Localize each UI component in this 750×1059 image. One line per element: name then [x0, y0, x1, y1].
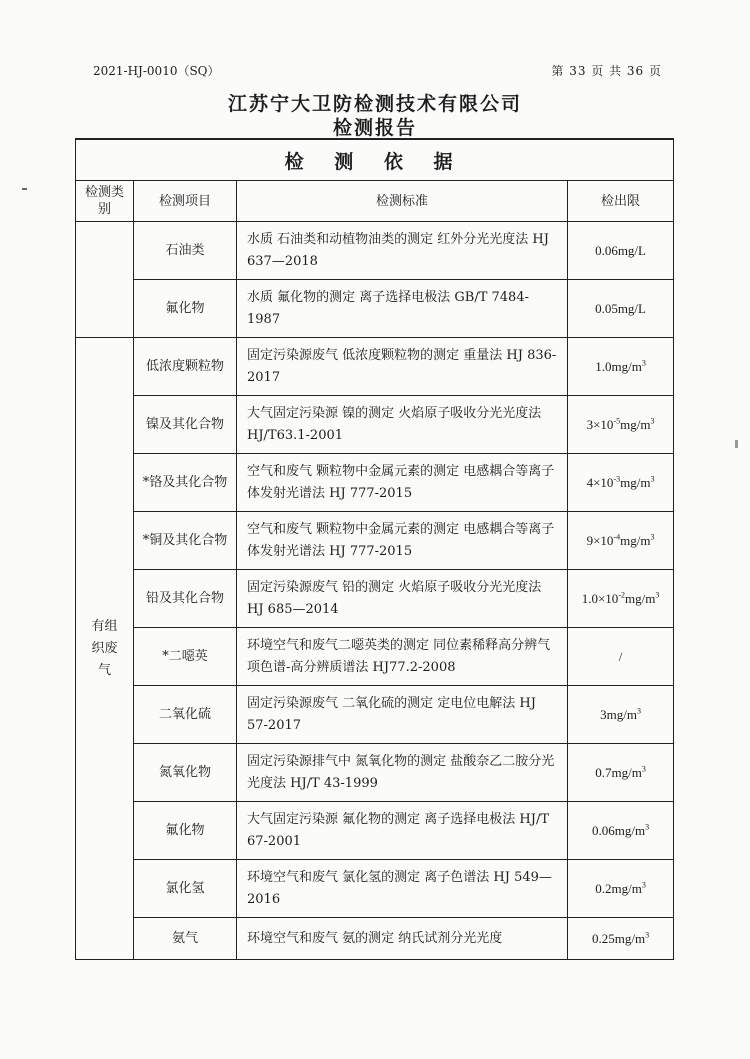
page-info: 第 33 页 共 36 页 [551, 64, 662, 78]
category-cell: 有组织废气 [76, 338, 134, 960]
item-cell: 镍及其化合物 [134, 396, 237, 454]
limit-cell: $0.06mg/m^3$ [568, 802, 674, 860]
standard-cell: 环境空气和废气 氨的测定 纳氏试剂分光光度 [237, 918, 568, 960]
limit-cell: 0.06mg/L [568, 222, 674, 280]
standard-cell: 固定污染源废气 低浓度颗粒物的测定 重量法 HJ 836-2017 [237, 338, 568, 396]
item-cell: *二噁英 [134, 628, 237, 686]
table-row [76, 338, 674, 396]
item-cell: *铜及其化合物 [134, 512, 237, 570]
item-cell: 氟化物 [134, 280, 237, 338]
item-cell: 氮氧化物 [134, 744, 237, 802]
scan-mark [22, 188, 27, 190]
category-cell-empty [76, 222, 134, 338]
limit-cell: 0.05mg/L [568, 280, 674, 338]
report-title: 检测报告 [332, 117, 417, 139]
table-row [76, 454, 674, 512]
document-number: 2021-HJ-0010（SQ） [93, 64, 220, 78]
standard-cell: 环境空气和废气 氯化氢的测定 离子色谱法 HJ 549—2016 [237, 860, 568, 918]
limit-cell: $9\times 10^{-4}mg/m^3$ [568, 512, 674, 570]
table-row [76, 628, 674, 686]
standard-cell: 大气固定污染源 镍的测定 火焰原子吸收分光光度法 HJ/T63.1-2001 [237, 396, 568, 454]
limit-cell: $0.7mg/m^3$ [568, 744, 674, 802]
standard-cell: 大气固定污染源 氟化物的测定 离子选择电极法 HJ/T 67-2001 [237, 802, 568, 860]
limit-cell: $0.25mg/m^3$ [568, 918, 674, 960]
item-cell: 铅及其化合物 [134, 570, 237, 628]
limit-cell: $3mg/m^3$ [568, 686, 674, 744]
header-item: 检测项目 [134, 181, 237, 222]
header-category: 检测类别 [76, 181, 134, 222]
limit-cell: / [568, 628, 674, 686]
table-row [76, 396, 674, 454]
standard-cell: 固定污染源废气 铅的测定 火焰原子吸收分光光度法 HJ 685—2014 [237, 570, 568, 628]
item-cell: 二氧化硫 [134, 686, 237, 744]
item-cell: 氯化氢 [134, 860, 237, 918]
limit-cell: $3\times 10^{-5}mg/m^3$ [568, 396, 674, 454]
standard-cell: 水质 石油类和动植物油类的测定 红外分光光度法 HJ 637—2018 [237, 222, 568, 280]
table-header-row [76, 181, 674, 222]
header-limit: 检出限 [568, 181, 674, 222]
item-cell: 氨气 [134, 918, 237, 960]
limit-cell: $4\times 10^{-3}mg/m^3$ [568, 454, 674, 512]
table-row [76, 280, 674, 338]
standard-cell: 空气和废气 颗粒物中金属元素的测定 电感耦合等离子体发射光谱法 HJ 777-2015 [237, 512, 568, 570]
table-row [76, 512, 674, 570]
company-name: 江苏宁大卫防检测技术有限公司 [227, 93, 522, 115]
table-row [76, 744, 674, 802]
table-row [76, 222, 674, 280]
scan-mark [735, 440, 738, 448]
table-caption: 检 测 依 据 [76, 139, 674, 181]
item-cell: 石油类 [134, 222, 237, 280]
basis-table [75, 138, 674, 960]
table-row [76, 802, 674, 860]
standard-cell: 空气和废气 颗粒物中金属元素的测定 电感耦合等离子体发射光谱法 HJ 777-2015 [237, 454, 568, 512]
table-row [76, 570, 674, 628]
limit-cell: $1.0\times 10^{-2}mg/m^3$ [568, 570, 674, 628]
item-cell: *铬及其化合物 [134, 454, 237, 512]
limit-cell: $1.0mg/m^3$ [568, 338, 674, 396]
table-row [76, 686, 674, 744]
limit-cell: $0.2mg/m^3$ [568, 860, 674, 918]
header-standard: 检测标准 [237, 181, 568, 222]
standard-cell: 水质 氟化物的测定 离子选择电极法 GB/T 7484-1987 [237, 280, 568, 338]
item-cell: 低浓度颗粒物 [134, 338, 237, 396]
item-cell: 氟化物 [134, 802, 237, 860]
basis-table-container [75, 138, 673, 960]
standard-cell: 固定污染源废气 二氧化硫的测定 定电位电解法 HJ 57-2017 [237, 686, 568, 744]
table-row [76, 918, 674, 960]
standard-cell: 固定污染源排气中 氮氧化物的测定 盐酸奈乙二胺分光光度法 HJ/T 43-1999 [237, 744, 568, 802]
standard-cell: 环境空气和废气二噁英类的测定 同位素稀释高分辨气项色谱-高分辨质谱法 HJ77.2-2008 [237, 628, 568, 686]
table-row [76, 860, 674, 918]
